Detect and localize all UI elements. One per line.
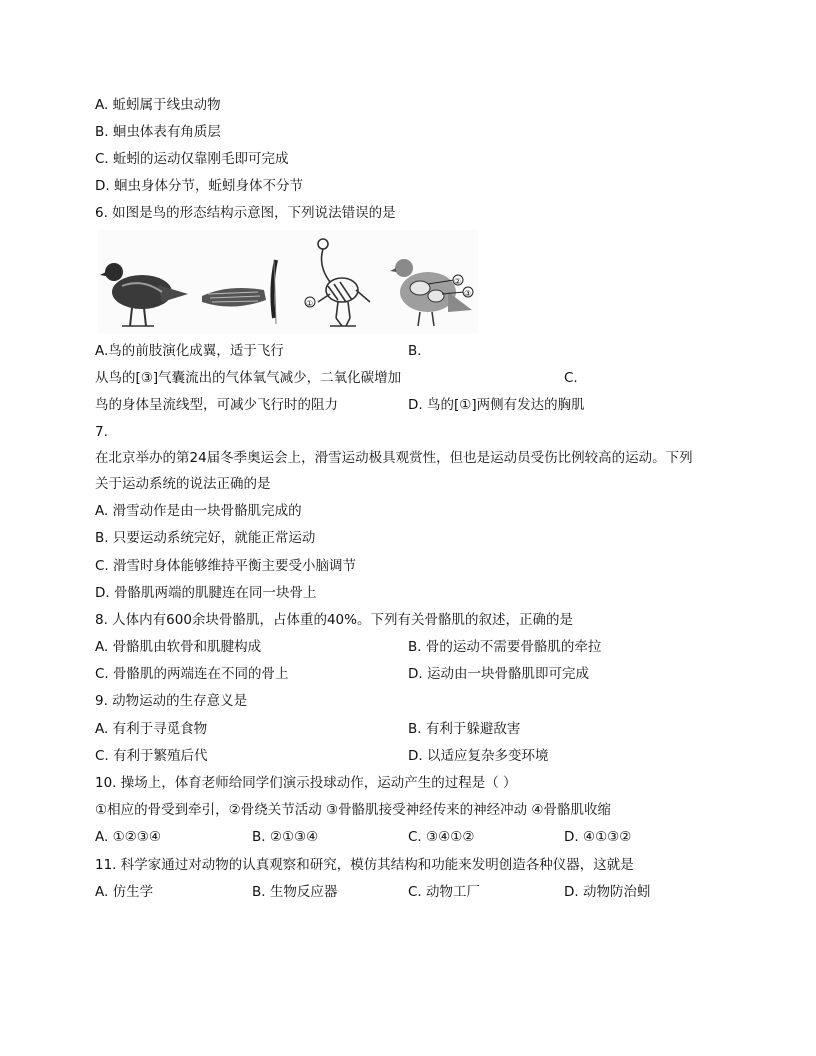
label-1: ① [306,299,314,308]
q5-option-b: B. 蛔虫体表有角质层 [95,124,221,140]
q6-option-b-text: 从鸟的[③]气囊流出的气体氧气减少，二氧化碳增加 [95,370,402,386]
q6-option-b-label: B. [408,343,422,359]
q10-option-a: A. ①②③④ [95,829,161,845]
q11-stem: 11. 科学家通过对动物的认真观察和研究，模仿其结构和功能来发明创造各种仪器，这就是 [95,857,634,873]
label-3: ③ [464,289,472,298]
q10-steps: ①相应的骨受到牵引，②骨绕关节活动 ③骨骼肌接受神经传来的神经冲动 ④骨骼肌收缩 [95,802,611,818]
q11-option-b: B. 生物反应器 [252,884,338,900]
q9-option-b: B. 有利于躲避敌害 [408,721,521,737]
q7-stem-line1: 在北京举办的第24届冬季奥运会上，滑雪运动极具观赏性，但也是运动员受伤比例较高的运动。下列 [95,450,693,466]
q5-option-a: A. 蚯蚓属于线虫动物 [95,97,221,113]
q9-stem: 9. 动物运动的生存意义是 [95,693,248,709]
q11-option-d: D. 动物防治蚓 [564,884,651,900]
label-2: ② [454,277,462,286]
q7-option-b: B. 只要运动系统完好，就能正常运动 [95,530,316,546]
q7-number: 7. [95,424,108,440]
air-sac-bird-illustration [390,259,472,326]
q6-option-d: D. 鸟的[①]两侧有发达的胸肌 [408,397,585,413]
feather-illustration [272,260,276,324]
q9-option-d: D. 以适应复杂多变环境 [408,748,549,764]
pigeon-illustration [100,263,188,326]
q7-option-a: A. 滑雪动作是由一块骨骼肌完成的 [95,503,302,519]
q10-option-b: B. ②①③④ [252,829,319,845]
q7-option-d: D. 骨骼肌两端的肌腱连在同一块骨上 [95,585,317,601]
bird-diagram-svg [98,230,478,334]
bird-structure-figure [98,230,478,334]
q8-stem: 8. 人体内有600余块骨骼肌，占体重的40%。下列有关骨骼肌的叙述，正确的是 [95,612,573,628]
q8-option-d: D. 运动由一块骨骼肌即可完成 [408,666,589,682]
wing-illustration [202,288,266,307]
q10-stem: 10. 操场上，体育老师给同学们演示投球动作，运动产生的过程是（ ） [95,775,517,791]
q11-option-a: A. 仿生学 [95,884,154,900]
q7-stem-line2: 关于运动系统的说法正确的是 [95,476,271,492]
q9-option-c: C. 有利于繁殖后代 [95,748,208,764]
q10-option-c: C. ③④①② [408,829,475,845]
q10-option-d: D. ④①③② [564,829,632,845]
q6-option-a: A.鸟的前肢演化成翼，适于飞行 [95,343,284,359]
q5-option-d: D. 蛔虫身体分节，蚯蚓身体不分节 [95,178,303,194]
q6-stem: 6. 如图是鸟的形态结构示意图，下列说法错误的是 [95,205,396,221]
q8-option-c: C. 骨骼肌的两端连在不同的骨上 [95,666,289,682]
q11-option-c: C. 动物工厂 [408,884,481,900]
skeleton-illustration [318,239,370,326]
q9-option-a: A. 有利于寻觅食物 [95,721,208,737]
q5-option-c: C. 蚯蚓的运动仅靠刚毛即可完成 [95,151,289,167]
q7-option-c: C. 滑雪时身体能够维持平衡主要受小脑调节 [95,558,357,574]
q8-option-b: B. 骨的运动不需要骨骼肌的牵拉 [408,639,602,655]
q8-option-a: A. 骨骼肌由软骨和肌腱构成 [95,639,262,655]
q6-option-c-label: C. [564,370,578,386]
q6-option-c-text: 鸟的身体呈流线型，可减少飞行时的阻力 [95,397,338,413]
